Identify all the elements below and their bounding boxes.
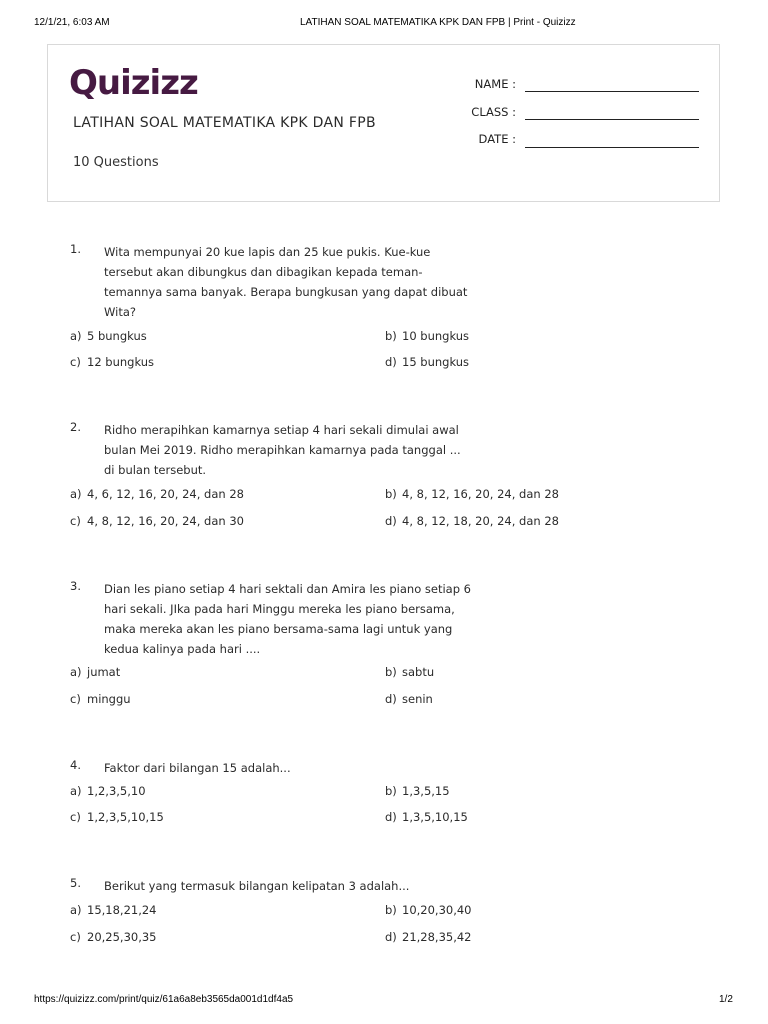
- quiz-title: LATIHAN SOAL MATEMATIKA KPK DAN FPB: [73, 115, 376, 131]
- question-text: Ridho merapihkan kamarnya setiap 4 hari sekali dimulai awal bulan Mei 2019. Ridho merapihkan kamarnya pada tanggal ... di bulan tersebut.: [104, 423, 461, 477]
- question-count: 10 Questions: [73, 155, 159, 170]
- option-c: c) minggu: [70, 692, 131, 706]
- date-label: DATE :: [478, 132, 516, 146]
- option-a: a) jumat: [70, 665, 121, 679]
- page-number: 1/2: [719, 994, 733, 1005]
- question-text: Berikut yang termasuk bilangan kelipatan 3 adalah...: [104, 879, 410, 893]
- option-a: a) 5 bungkus: [70, 329, 147, 343]
- option-b: b) 1,3,5,15: [385, 784, 450, 798]
- question-number: 5.: [70, 876, 81, 890]
- name-label: NAME :: [474, 77, 516, 91]
- option-c: c) 20,25,30,35: [70, 930, 157, 944]
- option-b: b) 4, 8, 12, 16, 20, 24, dan 28: [385, 487, 559, 501]
- print-page-title: LATIHAN SOAL MATEMATIKA KPK DAN FPB | Print - Quizizz: [300, 17, 576, 28]
- option-d: d) senin: [385, 692, 433, 706]
- class-label: CLASS :: [471, 105, 516, 119]
- print-url: https://quizizz.com/print/quiz/61a6a8eb3565da001d1df4a5: [34, 994, 294, 1005]
- option-a: a) 4, 6, 12, 16, 20, 24, dan 28: [70, 487, 244, 501]
- question-text: Dian les piano setiap 4 hari sektali dan Amira les piano setiap 6 hari sekali. JIka pada hari Minggu mereka les piano bersama, maka mereka akan les piano bersama-sama lagi untuk yang kedua kalinya pada hari ....: [104, 582, 471, 656]
- question-number: 3.: [70, 579, 81, 593]
- option-c: c) 12 bungkus: [70, 355, 155, 369]
- option-c: c) 1,2,3,5,10,15: [70, 810, 164, 824]
- option-d: d) 4, 8, 12, 18, 20, 24, dan 28: [385, 514, 559, 528]
- question-text: Faktor dari bilangan 15 adalah...: [104, 761, 291, 775]
- question-number: 4.: [70, 758, 81, 772]
- option-a: a) 1,2,3,5,10: [70, 784, 146, 798]
- date-line: [525, 147, 699, 148]
- option-b: b) 10 bungkus: [385, 329, 470, 343]
- option-a: a) 15,18,21,24: [70, 903, 157, 917]
- question-number: 2.: [70, 420, 81, 434]
- question-number: 1.: [70, 242, 81, 256]
- option-d: d) 1,3,5,10,15: [385, 810, 468, 824]
- name-line: [525, 91, 699, 92]
- option-d: d) 15 bungkus: [385, 355, 470, 369]
- class-line: [525, 119, 699, 120]
- option-c: c) 4, 8, 12, 16, 20, 24, dan 30: [70, 514, 244, 528]
- quiz-header: [47, 44, 720, 202]
- quizizz-logo: Quizizz: [69, 63, 198, 103]
- option-b: b) 10,20,30,40: [385, 903, 472, 917]
- print-date: 12/1/21, 6:03 AM: [34, 17, 110, 28]
- question-text: Wita mempunyai 20 kue lapis dan 25 kue pukis. Kue-kue tersebut akan dibungkus dan dibagikan kepada teman-temannya sama banyak. Berapa bungkusan yang dapat dibuat Wita?: [104, 245, 468, 319]
- option-d: d) 21,28,35,42: [385, 930, 472, 944]
- option-b: b) sabtu: [385, 665, 435, 679]
